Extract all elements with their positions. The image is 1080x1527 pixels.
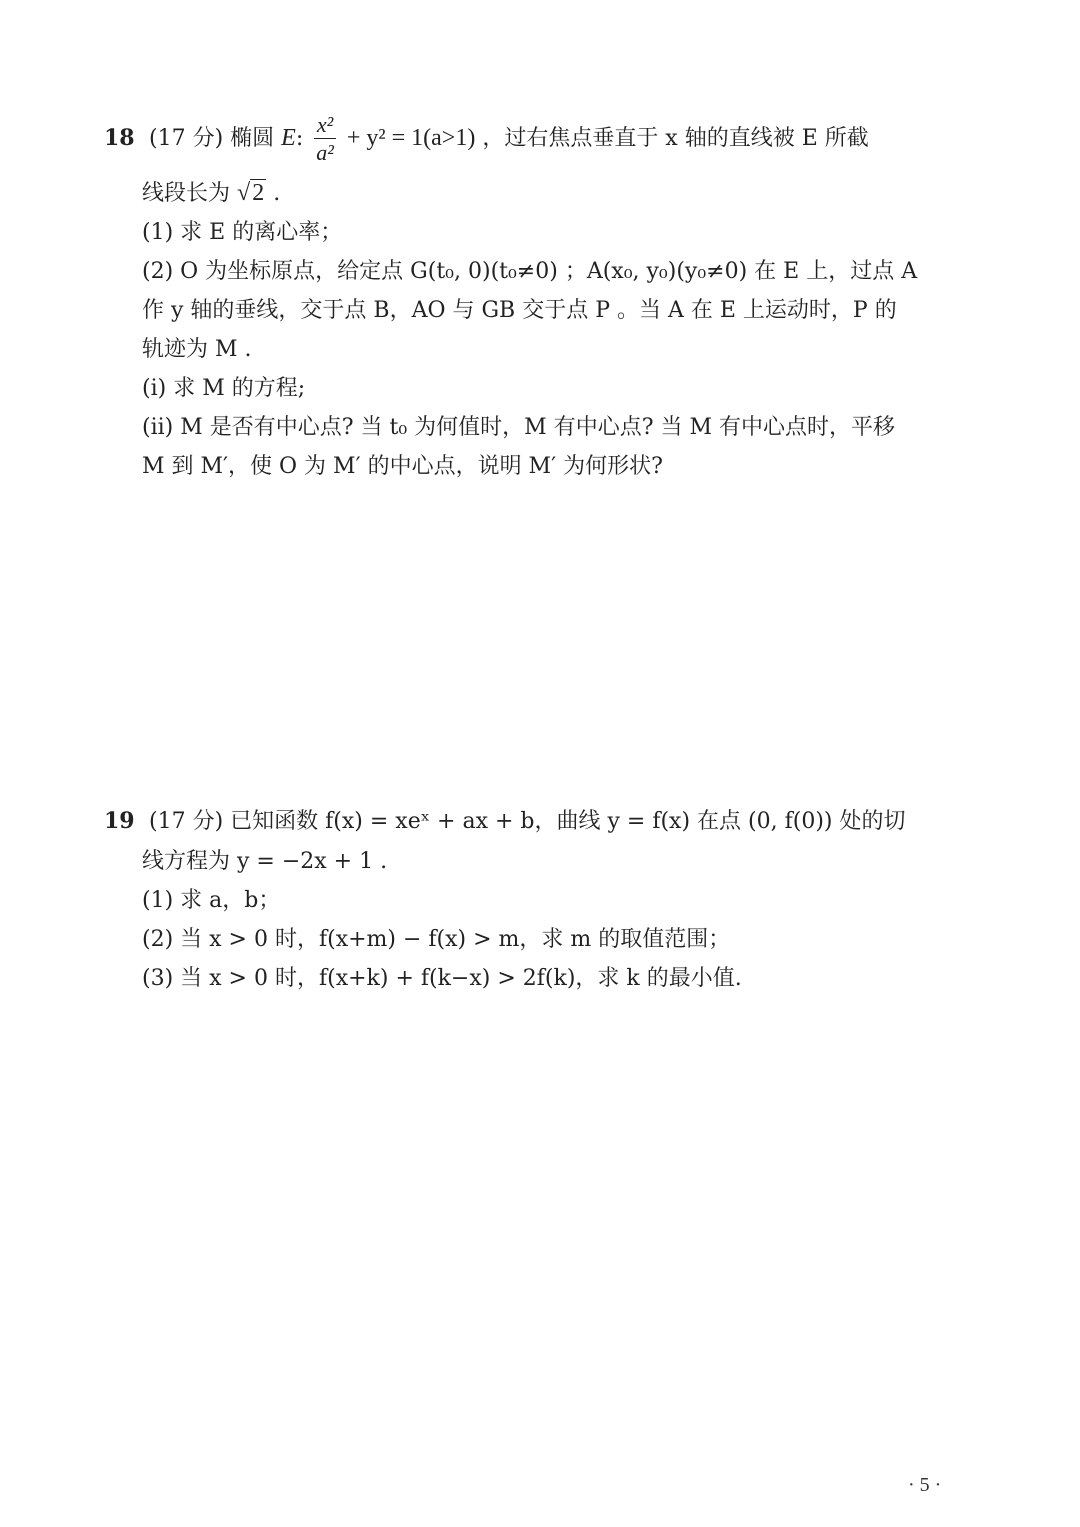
problem-18-sub-2-ii-line-1: (ii) M 是否有中心点? 当 t₀ 为何值时，M 有中心点? 当 M 有中心点时，平移 <box>142 415 896 440</box>
problem-18-sub-2-line-1: (2) O 为坐标原点，给定点 G(t₀, 0)(t₀≠0) ；A(x₀, y₀)(y₀≠0) 在 E 上，过点 A <box>142 259 918 284</box>
segment-length-text: 线段长为 <box>142 181 231 206</box>
problem-score: (17 分) <box>149 809 224 834</box>
problem-number: 18 <box>104 125 135 151</box>
ellipse-name: E <box>281 125 296 151</box>
problem-18-sub-1: (1) 求 E 的离心率； <box>142 220 343 245</box>
problem-19-sub-3: (3) 当 x > 0 时，f(x+k) + f(k−x) > 2f(k)，求 k 的最小值. <box>142 966 742 991</box>
problem-18-line-1 <box>104 114 984 174</box>
problem-18-line-2 <box>104 174 984 213</box>
page-number: · 5 · <box>908 1474 942 1496</box>
fraction-x2-over-a2 <box>314 114 336 164</box>
problem-19-intro: 已知函数 f(x) = xeˣ + ax + b，曲线 y = f(x) 在点 (0, f(0)) 处的切 <box>230 809 906 834</box>
problem-18 <box>104 114 984 486</box>
problem-18-sub-2-line-3: 轨迹为 M . <box>142 337 252 362</box>
problem-19-sub-2: (2) 当 x > 0 时，f(x+m) − f(x) > m，求 m 的取值范围； <box>142 927 731 952</box>
problem-19-line-1 <box>104 802 984 842</box>
period: . <box>273 181 281 206</box>
equation-rest: + y² = 1(a>1) <box>346 125 476 151</box>
sqrt-2: √2 <box>237 180 265 206</box>
problem-18-sub-2-ii-line-2: M 到 M′，使 O 为 M′ 的中心点，说明 M′ 为何形状? <box>142 454 663 479</box>
problem-number: 19 <box>104 808 135 834</box>
problem-score: (17 分) <box>149 126 224 151</box>
problem-19-line-2: 线方程为 y = −2x + 1 . <box>142 849 388 874</box>
colon: : <box>295 126 304 151</box>
problem-19-sub-1: (1) 求 a，b； <box>142 888 281 913</box>
problem-18-intro-b: ，过右焦点垂直于 x 轴的直线被 E 所截 <box>482 126 869 151</box>
fraction-denominator: a² <box>316 140 334 165</box>
fraction-numerator: x² <box>314 114 336 139</box>
problem-19 <box>104 802 984 998</box>
problem-18-sub-2-line-2: 作 y 轴的垂线，交于点 B，AO 与 GB 交于点 P 。当 A 在 E 上运动时，P 的 <box>142 298 897 323</box>
problem-18-sub-2-i: (i) 求 M 的方程; <box>142 376 306 401</box>
sqrt-radicand: 2 <box>252 180 265 206</box>
problem-18-intro: 椭圆 <box>230 126 275 151</box>
